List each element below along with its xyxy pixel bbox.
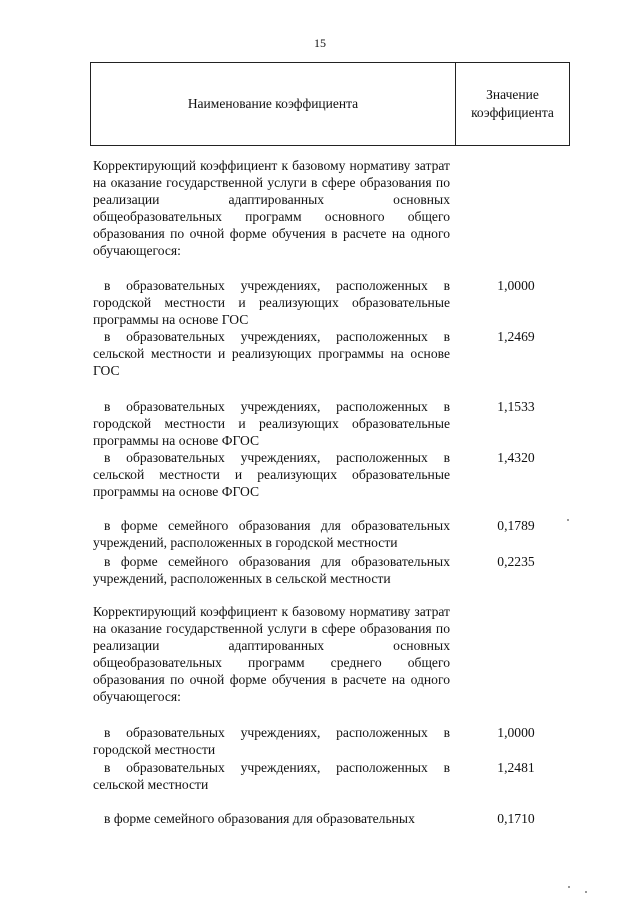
table-row-value: 0,2235 (497, 554, 535, 569)
table-row-text: в образовательных учреждениях, расположенных в сельской местности и реализующих программы на основе ГОС (93, 329, 450, 378)
table-row-value: 1,1533 (497, 399, 535, 414)
table-row-text: в образовательных учреждениях, расположенных в сельской местности (93, 760, 450, 792)
value-header-line-1: Значение (486, 87, 539, 102)
table-header (90, 62, 570, 146)
table-row-text: в образовательных учреждениях, расположенных в городской местности (93, 725, 450, 757)
coefficient-value-header (456, 63, 569, 145)
scan-speck (567, 519, 569, 521)
table-row-value: 1,0000 (497, 725, 535, 740)
coefficient-name-header: Наименование коэффициента (91, 63, 456, 145)
table-row-value: 1,0000 (497, 278, 535, 293)
section-1-heading: Корректирующий коэффициент к базовому нормативу затрат на оказание государственной услуги в сфере образования по реализации адаптированных основных общеобразовательных программ основного общего образования по очной форме обучения в расчете на одного обучающегося: (93, 158, 450, 258)
table-row-text: в форме семейного образования для образовательных (104, 811, 415, 826)
table-row-text: в форме семейного образования для образовательных учреждений, расположенных в городской местности (93, 518, 450, 550)
scan-speck (585, 891, 587, 893)
value-header-line-2: коэффициента (471, 105, 554, 120)
table-row-value: 1,4320 (497, 450, 535, 465)
table-row-text: в образовательных учреждениях, расположенных в городской местности и реализующих образовательные программы на основе ФГОС (93, 399, 450, 448)
table-row-text: в образовательных учреждениях, расположенных в городской местности и реализующих образовательные программы на основе ГОС (93, 278, 450, 327)
table-row-value: 1,2481 (497, 760, 535, 775)
table-row-text: в образовательных учреждениях, расположенных в сельской местности и реализующих образовательные программы на основе ФГОС (93, 450, 450, 499)
page-number: 15 (314, 36, 326, 50)
section-2-heading: Корректирующий коэффициент к базовому нормативу затрат на оказание государственной услуги в сфере образования по реализации адаптированных основных общеобразовательных программ среднего общего образования по очной форме обучения в расчете на одного обучающегося: (93, 604, 450, 704)
table-row-text: в форме семейного образования для образовательных учреждений, расположенных в сельской местности (93, 554, 450, 586)
table-row-value: 0,1710 (497, 811, 535, 826)
table-row-value: 0,1789 (497, 518, 535, 533)
table-row-value: 1,2469 (497, 329, 535, 344)
scan-speck (568, 886, 570, 888)
